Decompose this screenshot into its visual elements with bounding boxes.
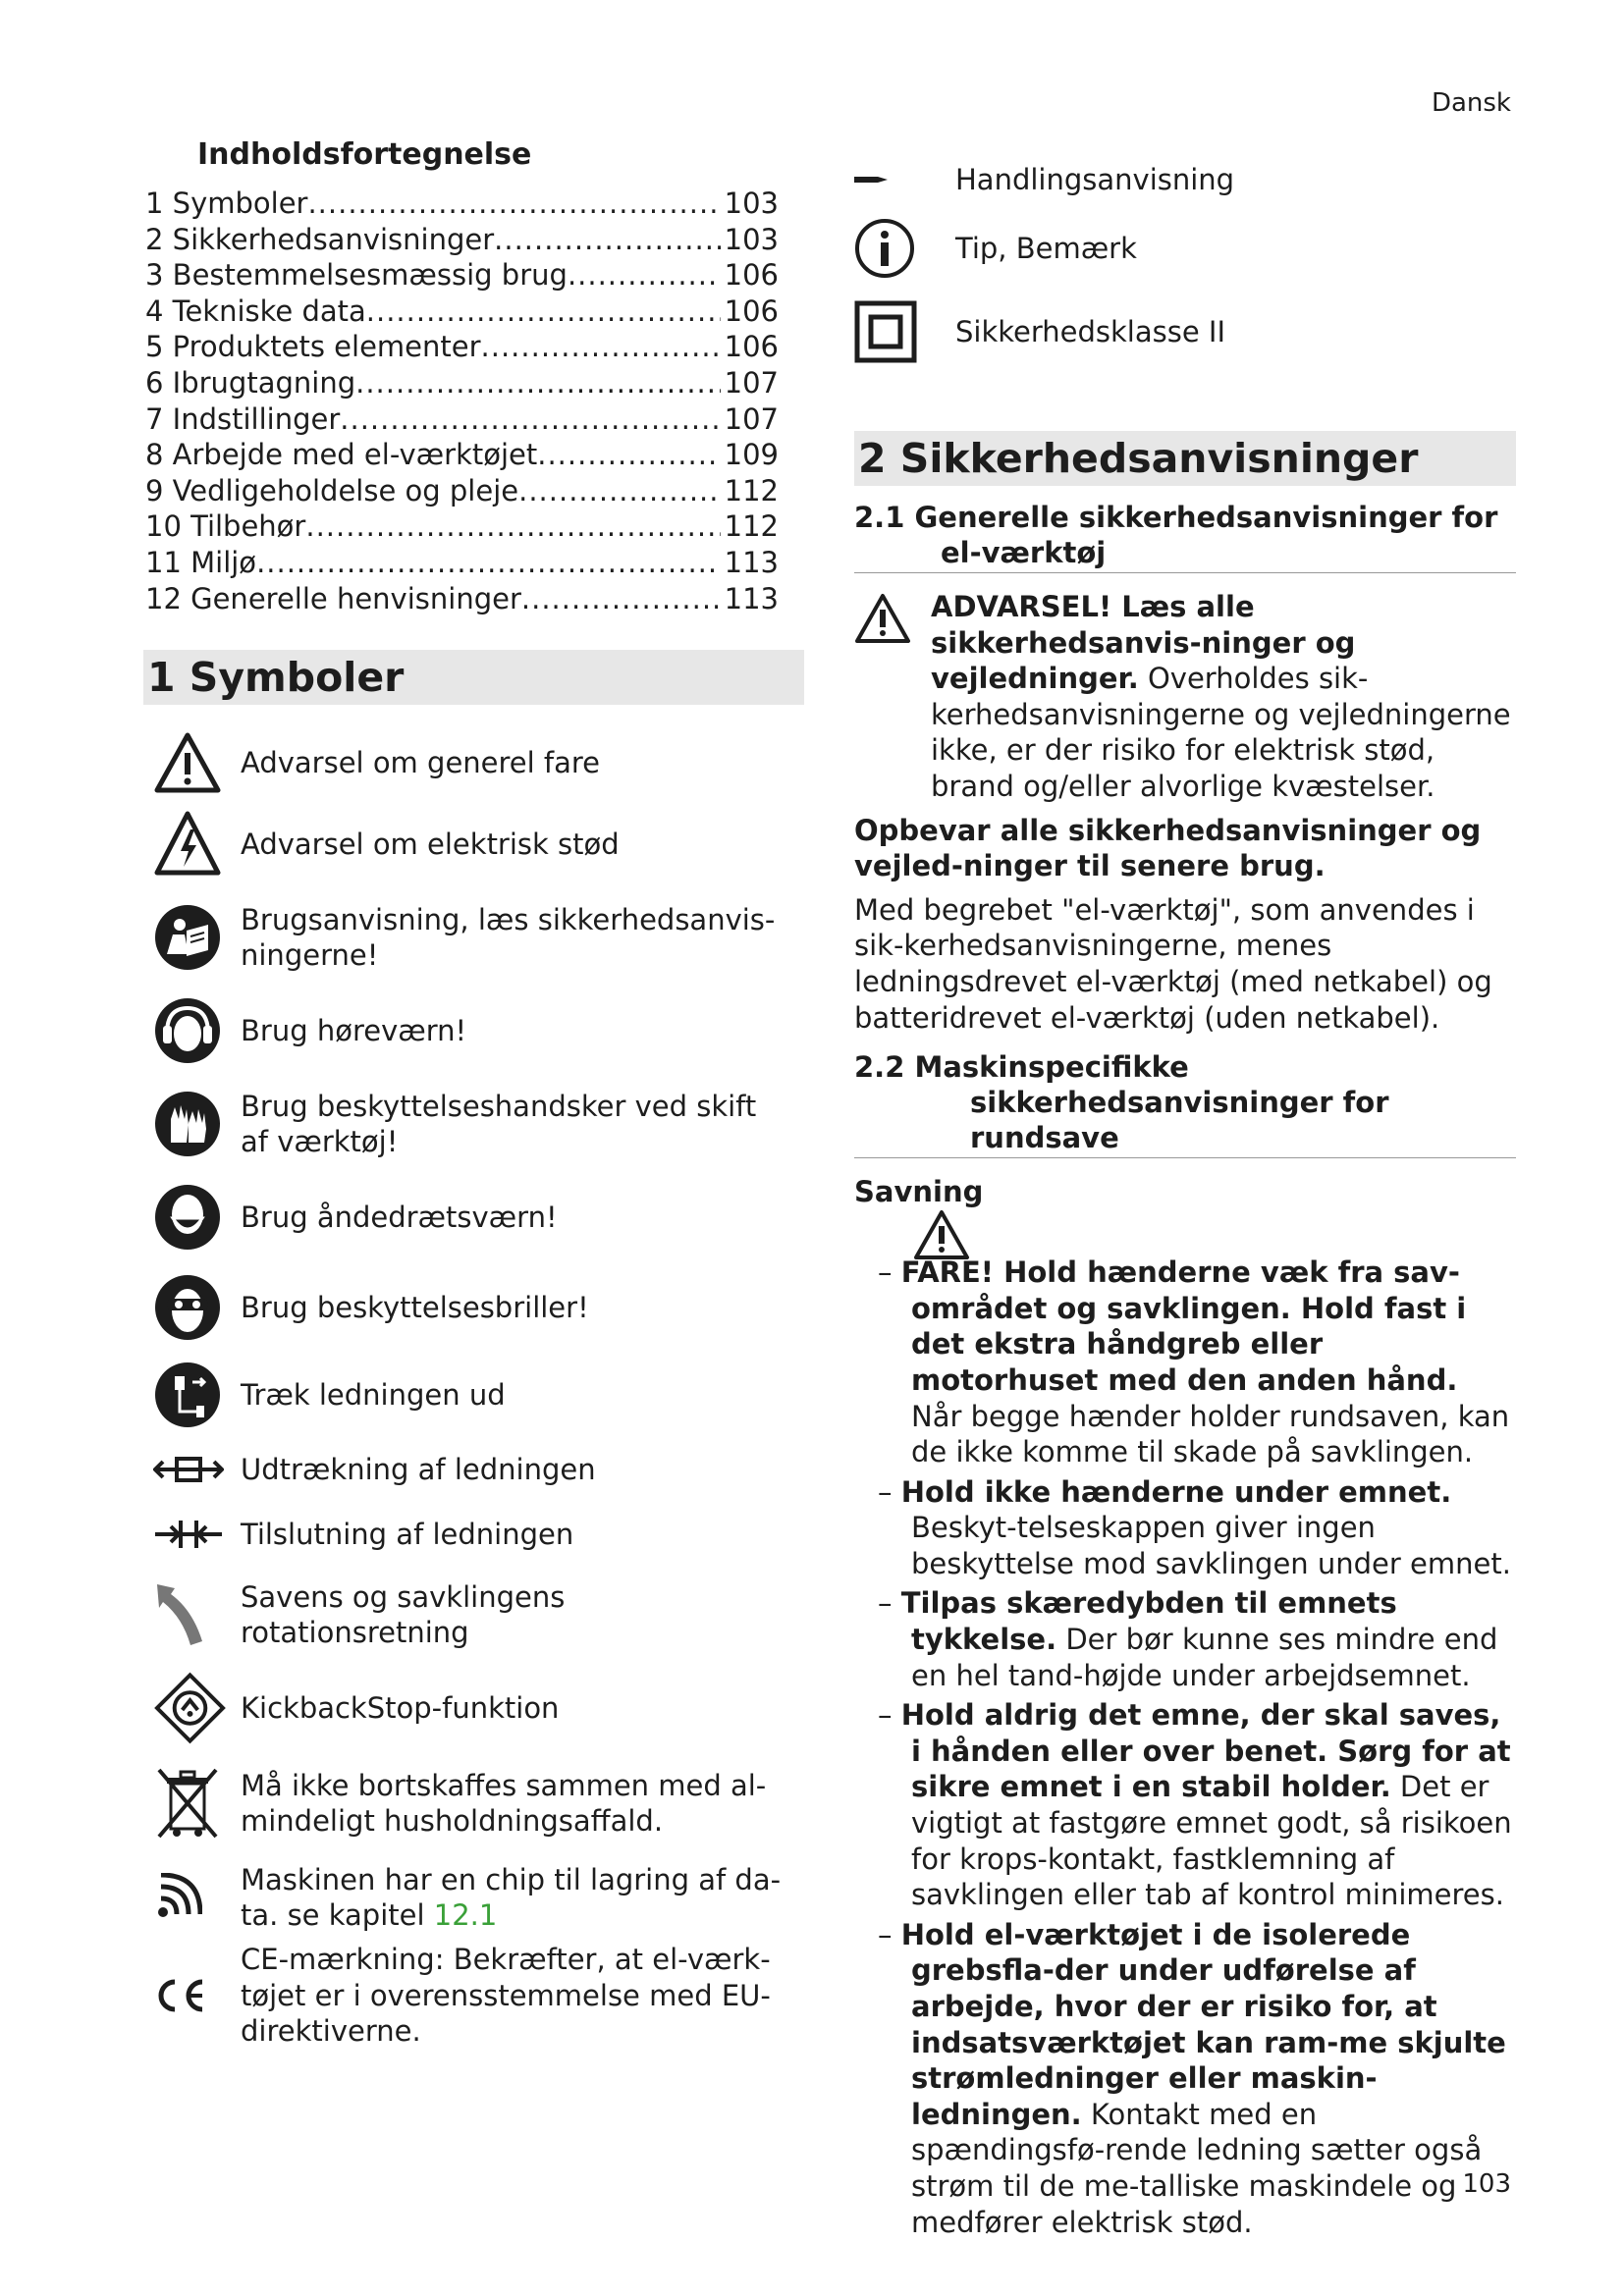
toc-item[interactable]: 9 Vedligeholdelse og pleje ..... 112 [145, 473, 779, 509]
warning-triangle-icon [854, 593, 911, 648]
page-number: 103 [1462, 2169, 1511, 2199]
left-column [145, 137, 803, 2050]
chip-signal-icon [153, 1873, 227, 1922]
toc-item[interactable]: 10 Tilbehør ..... 112 [145, 508, 779, 545]
toc-item[interactable]: 3 Bestemmelsesmæssig brug ..... 106 [145, 257, 779, 294]
warning-text: ADVARSEL! Læs alle sikkerhedsanvis-ninger og vejledninger. Overholdes sik-kerhedsanvisningerne og vejledningerne ikke, er der risiko for elektrisk stød, brand og/eller alvorlige kvæstelser. [931, 590, 1511, 803]
symbol-item: Advarsel om elektrisk stød [145, 799, 803, 889]
subsection-heading: 2.1 Generelle sikkerhedsanvisninger for el-værktøj [854, 500, 1516, 573]
symbol-item: Må ikke bortskaffes sammen med al-mindeligt husholdningsaffald. [145, 1753, 803, 1853]
info-icon [854, 218, 928, 279]
unplug-icon [153, 1361, 227, 1429]
toc-item[interactable]: 8 Arbejde med el-værktøjet ..... 109 [145, 437, 779, 473]
list-item: – Hold ikke hænderne under emnet. Beskyt-telseskappen giver ingen beskyttelse mod savklingen under emnet. [878, 1474, 1511, 1580]
hint-item: Sikkerhedsklasse II [854, 290, 1516, 374]
electric-shock-warning-icon [153, 810, 227, 879]
weee-bin-icon [153, 1764, 227, 1842]
page-language: Dansk [1431, 88, 1511, 118]
section-heading-symbols: 1 Symboler [143, 650, 804, 705]
toc-item[interactable]: 1 Symboler ..... 103 [145, 186, 779, 222]
hint-item: Tip, Bemærk [854, 207, 1516, 290]
subsection-heading: 2.2 Maskinspecifikke sikkerhedsanvisninger for rundsave [854, 1049, 1516, 1158]
sawing-heading: Savning [854, 1175, 984, 1209]
toc-title: Indholdsfortegnelse [197, 137, 532, 172]
hint-item: Handlingsanvisning [854, 152, 1516, 207]
right-column [854, 152, 1516, 2244]
warning-triangle-icon [153, 731, 227, 794]
warning-block [854, 589, 1516, 805]
symbol-item: Træk ledningen ud [145, 1353, 803, 1437]
read-manual-icon [153, 903, 227, 972]
symbol-item: Savens og savklingens rotationsretning [145, 1567, 803, 1663]
list-item: – FARE! Hold hænderne væk fra sav-området og savklingen. Hold fast i det ekstra håndgreb eller motorhuset med den anden hånd. Når begge hænder holder rundsaven, kan de ikke komme til skade på savklingen. [854, 1255, 1516, 1470]
symbol-item: CE-mærkning: Bekræfter, at el-værk-tøjet er i overensstemmelse med EU-direktiverne. [145, 1942, 803, 2050]
table-of-contents [145, 186, 779, 616]
term-definition: Med begrebet "el-værktøj", som anvendes i sik-kerhedsanvisningerne, menes ledningsdrevet el-værktøj (med netkabel) og batteridrevet el-værktøj (uden netkabel). [854, 892, 1492, 1035]
warning-triangle-icon [913, 1209, 970, 1269]
symbol-item: KickbackStop-funktion [145, 1663, 803, 1753]
symbol-text: Maskinen har en chip til lagring af da-ta. se kapitel 12.1 [241, 1862, 782, 1933]
ce-mark-icon [153, 1976, 227, 2015]
symbol-item: Brug åndedrætsværn! [145, 1172, 803, 1262]
symbol-item: Advarsel om generel fare [145, 726, 803, 799]
rotation-arrow-icon [153, 1580, 227, 1649]
toc-item[interactable]: 6 Ibrugtagning ..... 107 [145, 365, 779, 401]
list-item: – Hold aldrig det emne, der skal saves, i hånden eller over benet. Sørg for at sikre emnet i en stabil holder. Det er vigtigt at fastgøre emnet godt, så risikoen for krops-kontakt, fastklemning af savklingen eller tab af kontrol minimeres. [878, 1698, 1512, 1912]
symbol-item: Brugsanvisning, læs sikkerhedsanvis-ningerne! [145, 889, 803, 986]
toc-item[interactable]: 4 Tekniske data ..... 106 [145, 294, 779, 330]
section-heading-safety: 2 Sikkerhedsanvisninger [854, 431, 1516, 486]
symbols-list [145, 726, 803, 2050]
symbol-item: Brug beskyttelsesbriller! [145, 1262, 803, 1353]
respirator-icon [153, 1183, 227, 1252]
toc-item[interactable]: 11 Miljø ..... 113 [145, 545, 779, 581]
symbol-item [145, 1853, 803, 1942]
toc-item[interactable]: 12 Generelle henvisninger ..... 113 [145, 581, 779, 617]
kickbackstop-icon [153, 1671, 227, 1745]
toc-item[interactable]: 2 Sikkerhedsanvisninger ..... 103 [145, 222, 779, 258]
toc-item[interactable]: 5 Produktets elementer ..... 106 [145, 329, 779, 365]
list-item: – Tilpas skæredybden til emnets tykkelse. Der bør kunne ses mindre end en hel tand-højde under arbejdsemnet. [878, 1586, 1498, 1692]
ear-protection-icon [153, 996, 227, 1065]
keep-instructions: Opbevar alle sikkerhedsanvisninger og vejled-ninger til senere brug. [854, 813, 1482, 883]
action-arrow-icon [854, 173, 928, 187]
chapter-link[interactable]: 12.1 [433, 1898, 498, 1933]
symbol-item: Tilslutning af ledningen [145, 1502, 803, 1567]
toc-item[interactable]: 7 Indstillinger ..... 107 [145, 401, 779, 438]
safety-class-ii-icon [854, 300, 928, 363]
symbol-item: Brug høreværn! [145, 986, 803, 1076]
cable-connect-icon [153, 1515, 227, 1554]
sawing-list [854, 1255, 1516, 2240]
symbol-item: Brug beskyttelseshandsker ved skift af værktøj! [145, 1076, 803, 1172]
symbol-item: Udtrækning af ledningen [145, 1437, 803, 1502]
goggles-icon [153, 1273, 227, 1342]
gloves-icon [153, 1090, 227, 1158]
cable-disconnect-icon [153, 1455, 227, 1484]
list-item: – Hold el-værktøjet i de isolerede grebsfla-der under udførelse af arbejde, hvor der er risiko for, at indsatsværktøjet kan ram-me skjulte strømledninger eller maskin-ledningen. Kontakt med en spændingsfø-rende ledning sætter også strøm til de me-talliske maskindele og medfører elektrisk stød. [878, 1917, 1506, 2239]
